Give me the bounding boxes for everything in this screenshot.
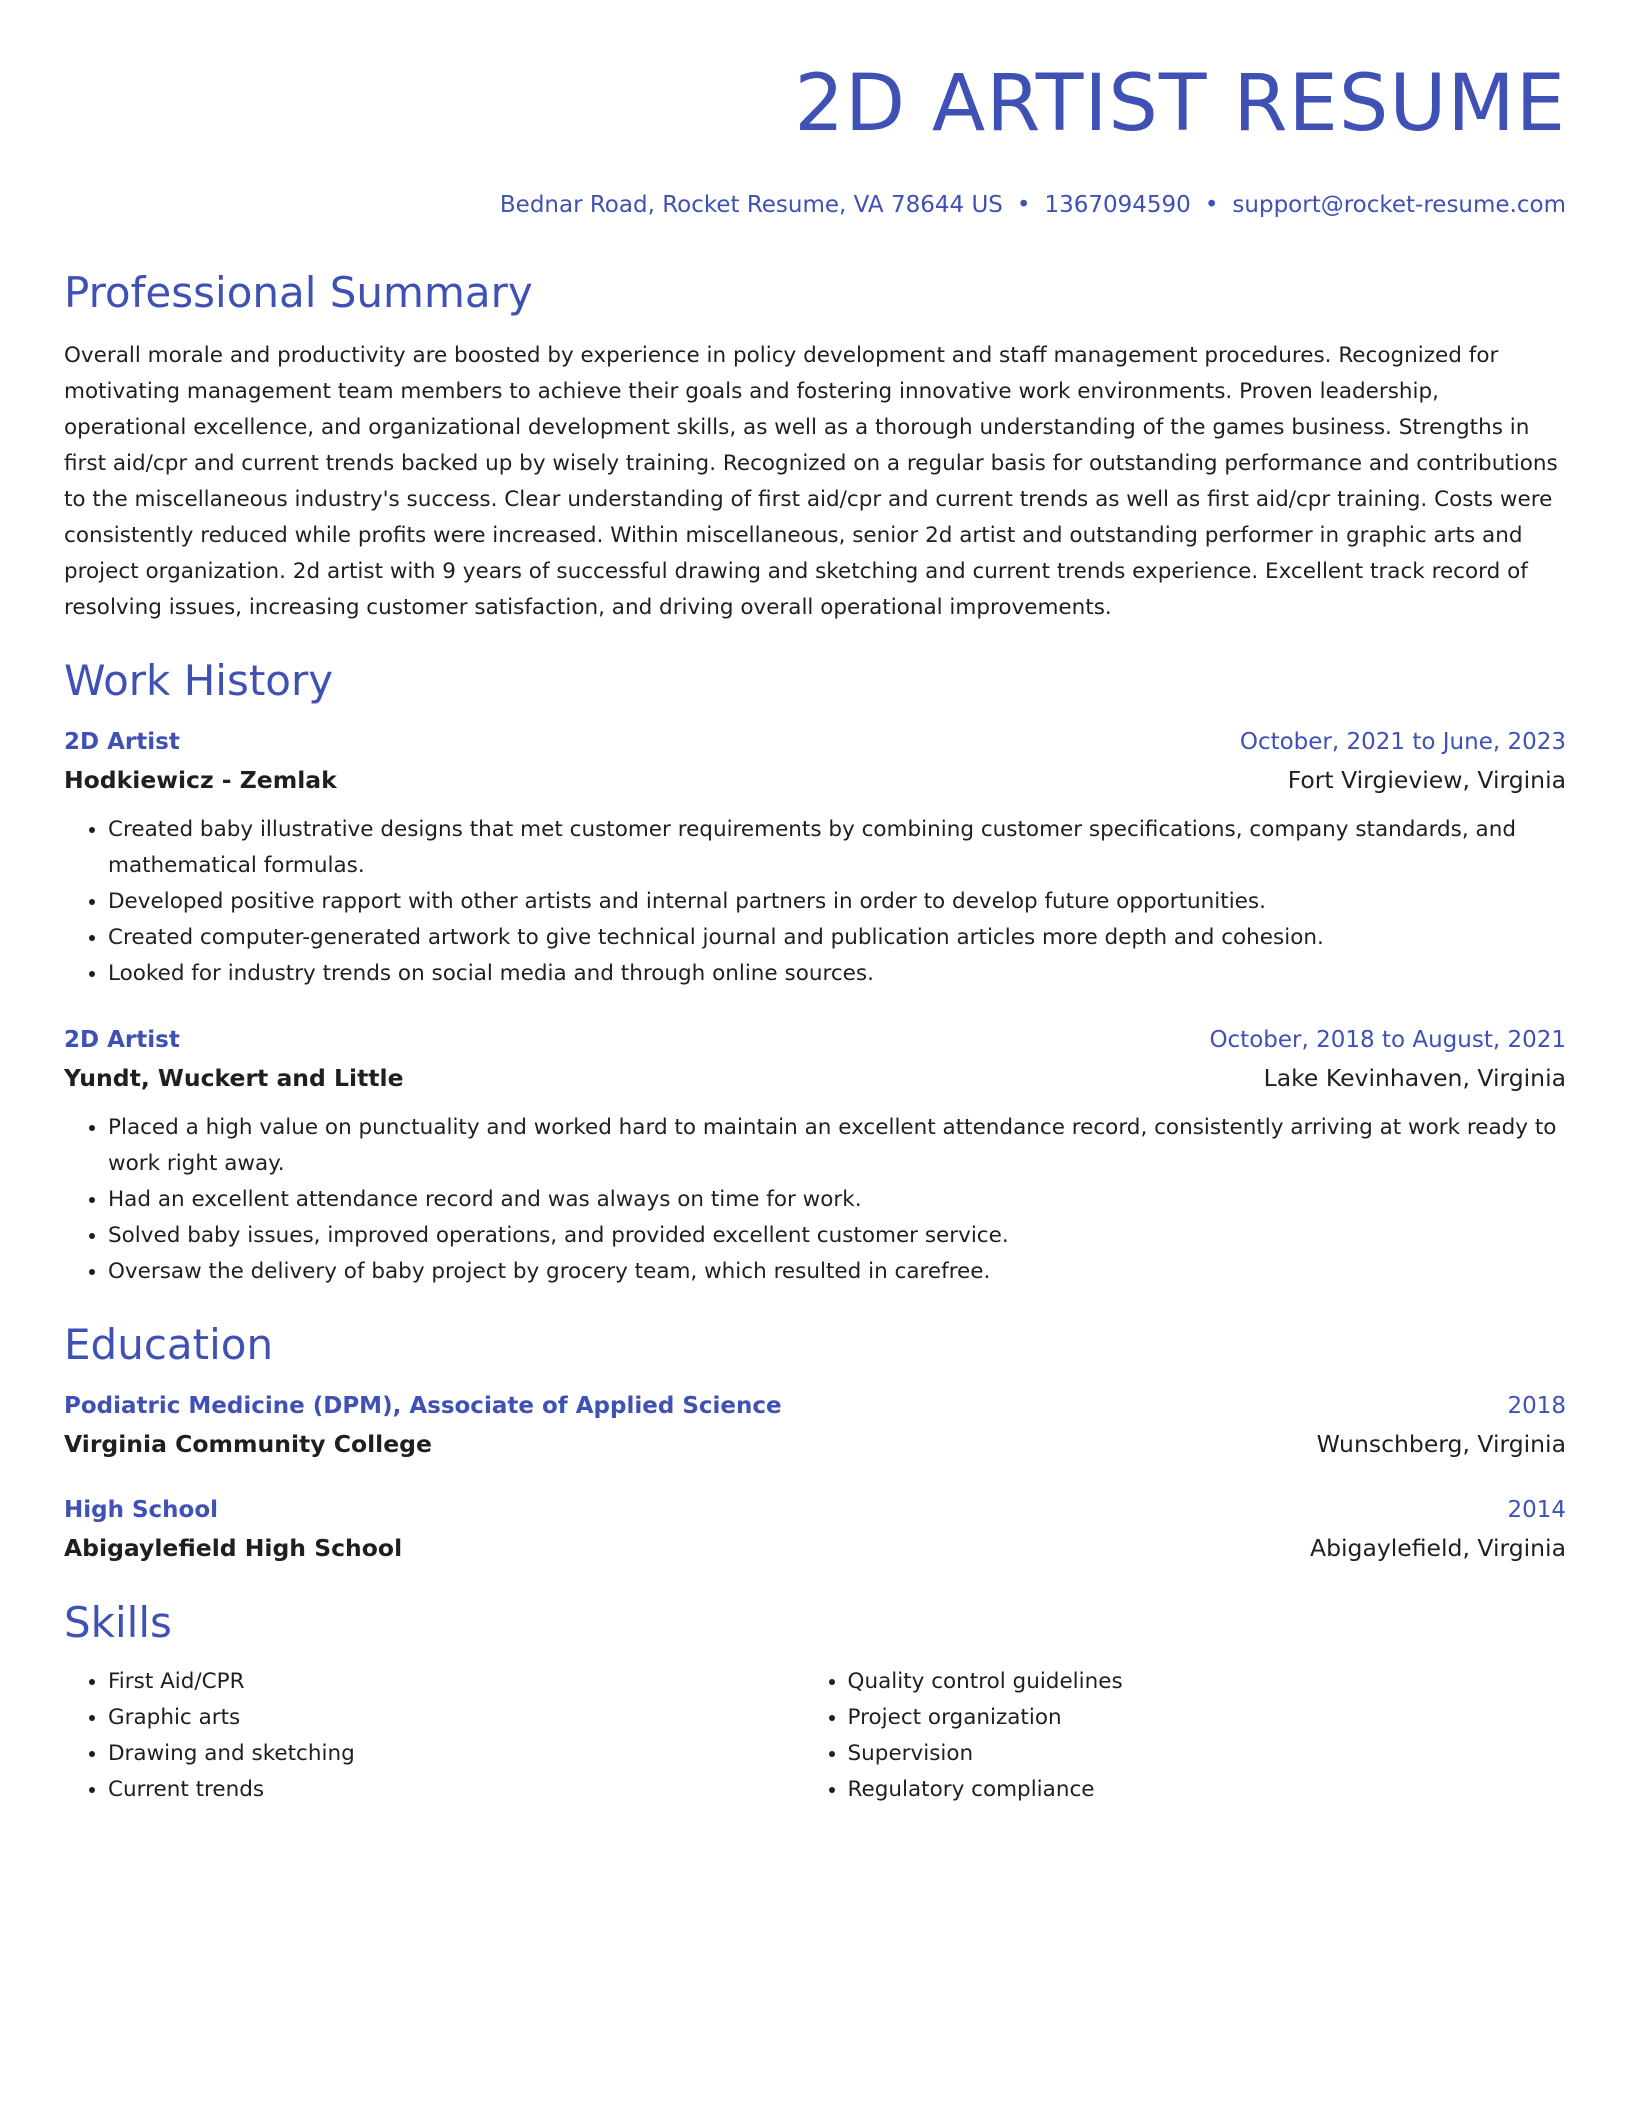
education-entry [64,1388,1566,1464]
job-bullets [64,812,1566,992]
skills-list-right [804,1664,1566,1808]
skill-item: • Supervision [848,1736,1566,1772]
job-bullet: • Developed positive rapport with other artists and internal partners in order to develop future opportunities. [108,884,1566,920]
skill-item: • Project organization [848,1700,1566,1736]
job-dates: October, 2018 to August, 2021 [1209,1027,1566,1053]
job-bullet: • Looked for industry trends on social media and through online sources. [108,956,1566,992]
work-history-heading: Work History [64,656,334,705]
job-title: 2D Artist [64,1027,180,1053]
job-entry [64,1022,1566,1290]
skill-item: • Current trends [108,1772,804,1808]
education-school: Abigaylefield High School [64,1534,403,1562]
skill-item: • First Aid/CPR [108,1664,804,1700]
job-bullet: • Created computer-generated artwork to give technical journal and publication articles more depth and cohesion. [108,920,1566,956]
job-bullet: • Oversaw the delivery of baby project by grocery team, which resulted in carefree. [108,1254,1566,1290]
education-year: 2018 [1507,1393,1566,1419]
education-school: Virginia Community College [64,1430,432,1458]
resume-title: 2D ARTIST RESUME [794,59,1566,149]
job-bullet: • Had an excellent attendance record and was always on time for work. [108,1182,1566,1218]
job-bullets [64,1110,1566,1290]
job-company: Yundt, Wuckert and Little [64,1064,404,1092]
education-heading: Education [64,1320,274,1369]
separator-dot: • [1204,192,1219,218]
job-bullet: • Created baby illustrative designs that met customer requirements by combining customer specifications, company standards, and mathematical formulas. [108,812,1566,884]
job-location: Lake Kevinhaven, Virginia [1263,1064,1566,1092]
education-entry [64,1492,1566,1568]
job-entry [64,724,1566,992]
job-title: 2D Artist [64,729,180,755]
skills-grid [64,1664,1566,1808]
contact-phone: 1367094590 [1044,192,1191,218]
contact-line [64,190,1566,220]
job-bullet: • Solved baby issues, improved operations, and provided excellent customer service. [108,1218,1566,1254]
summary-heading: Professional Summary [64,268,533,317]
summary-text: Overall morale and productivity are boosted by experience in policy development and staff management procedures. Recognized for motivating management team members to achieve their goals and fostering innovative work environments. Proven leadership, operational excellence, and organizational development skills, as well as a thorough understanding of the games business. Strengths in first aid/cpr and current trends backed up by wisely training. Recognized on a regular basis for outstanding performance and contributions to the miscellaneous industry's success. Clear understanding of first aid/cpr and current trends as well as first aid/cpr training. Costs were consistently reduced while profits were increased. Within miscellaneous, senior 2d artist and outstanding performer in graphic arts and project organization. 2d artist with 9 years of successful drawing and sketching and current trends experience. Excellent track record of resolving issues, increasing customer satisfaction, and driving overall operational improvements. [64,343,1558,620]
job-company: Hodkiewicz - Zemlak [64,766,337,794]
contact-email[interactable]: support@rocket-resume.com [1232,192,1566,218]
education-degree: Podiatric Medicine (DPM), Associate of Applied Science [64,1393,782,1419]
job-bullet: • Placed a high value on punctuality and worked hard to maintain an excellent attendance record, consistently arriving at work ready to work right away. [108,1110,1566,1182]
separator-dot: • [1016,192,1031,218]
skill-item: • Quality control guidelines [848,1664,1566,1700]
contact-address: Bednar Road, Rocket Resume, VA 78644 US [499,192,1003,218]
education-location: Abigaylefield, Virginia [1310,1534,1566,1562]
job-location: Fort Virgieview, Virginia [1287,766,1566,794]
education-degree: High School [64,1497,219,1523]
skill-item: • Drawing and sketching [108,1736,804,1772]
education-year: 2014 [1507,1497,1566,1523]
skills-list-left [64,1664,804,1808]
resume-page [64,0,1566,1808]
skill-item: • Graphic arts [108,1700,804,1736]
skills-heading: Skills [64,1598,172,1647]
education-location: Wunschberg, Virginia [1316,1430,1566,1458]
job-dates: October, 2021 to June, 2023 [1239,729,1566,755]
skill-item: • Regulatory compliance [848,1772,1566,1808]
